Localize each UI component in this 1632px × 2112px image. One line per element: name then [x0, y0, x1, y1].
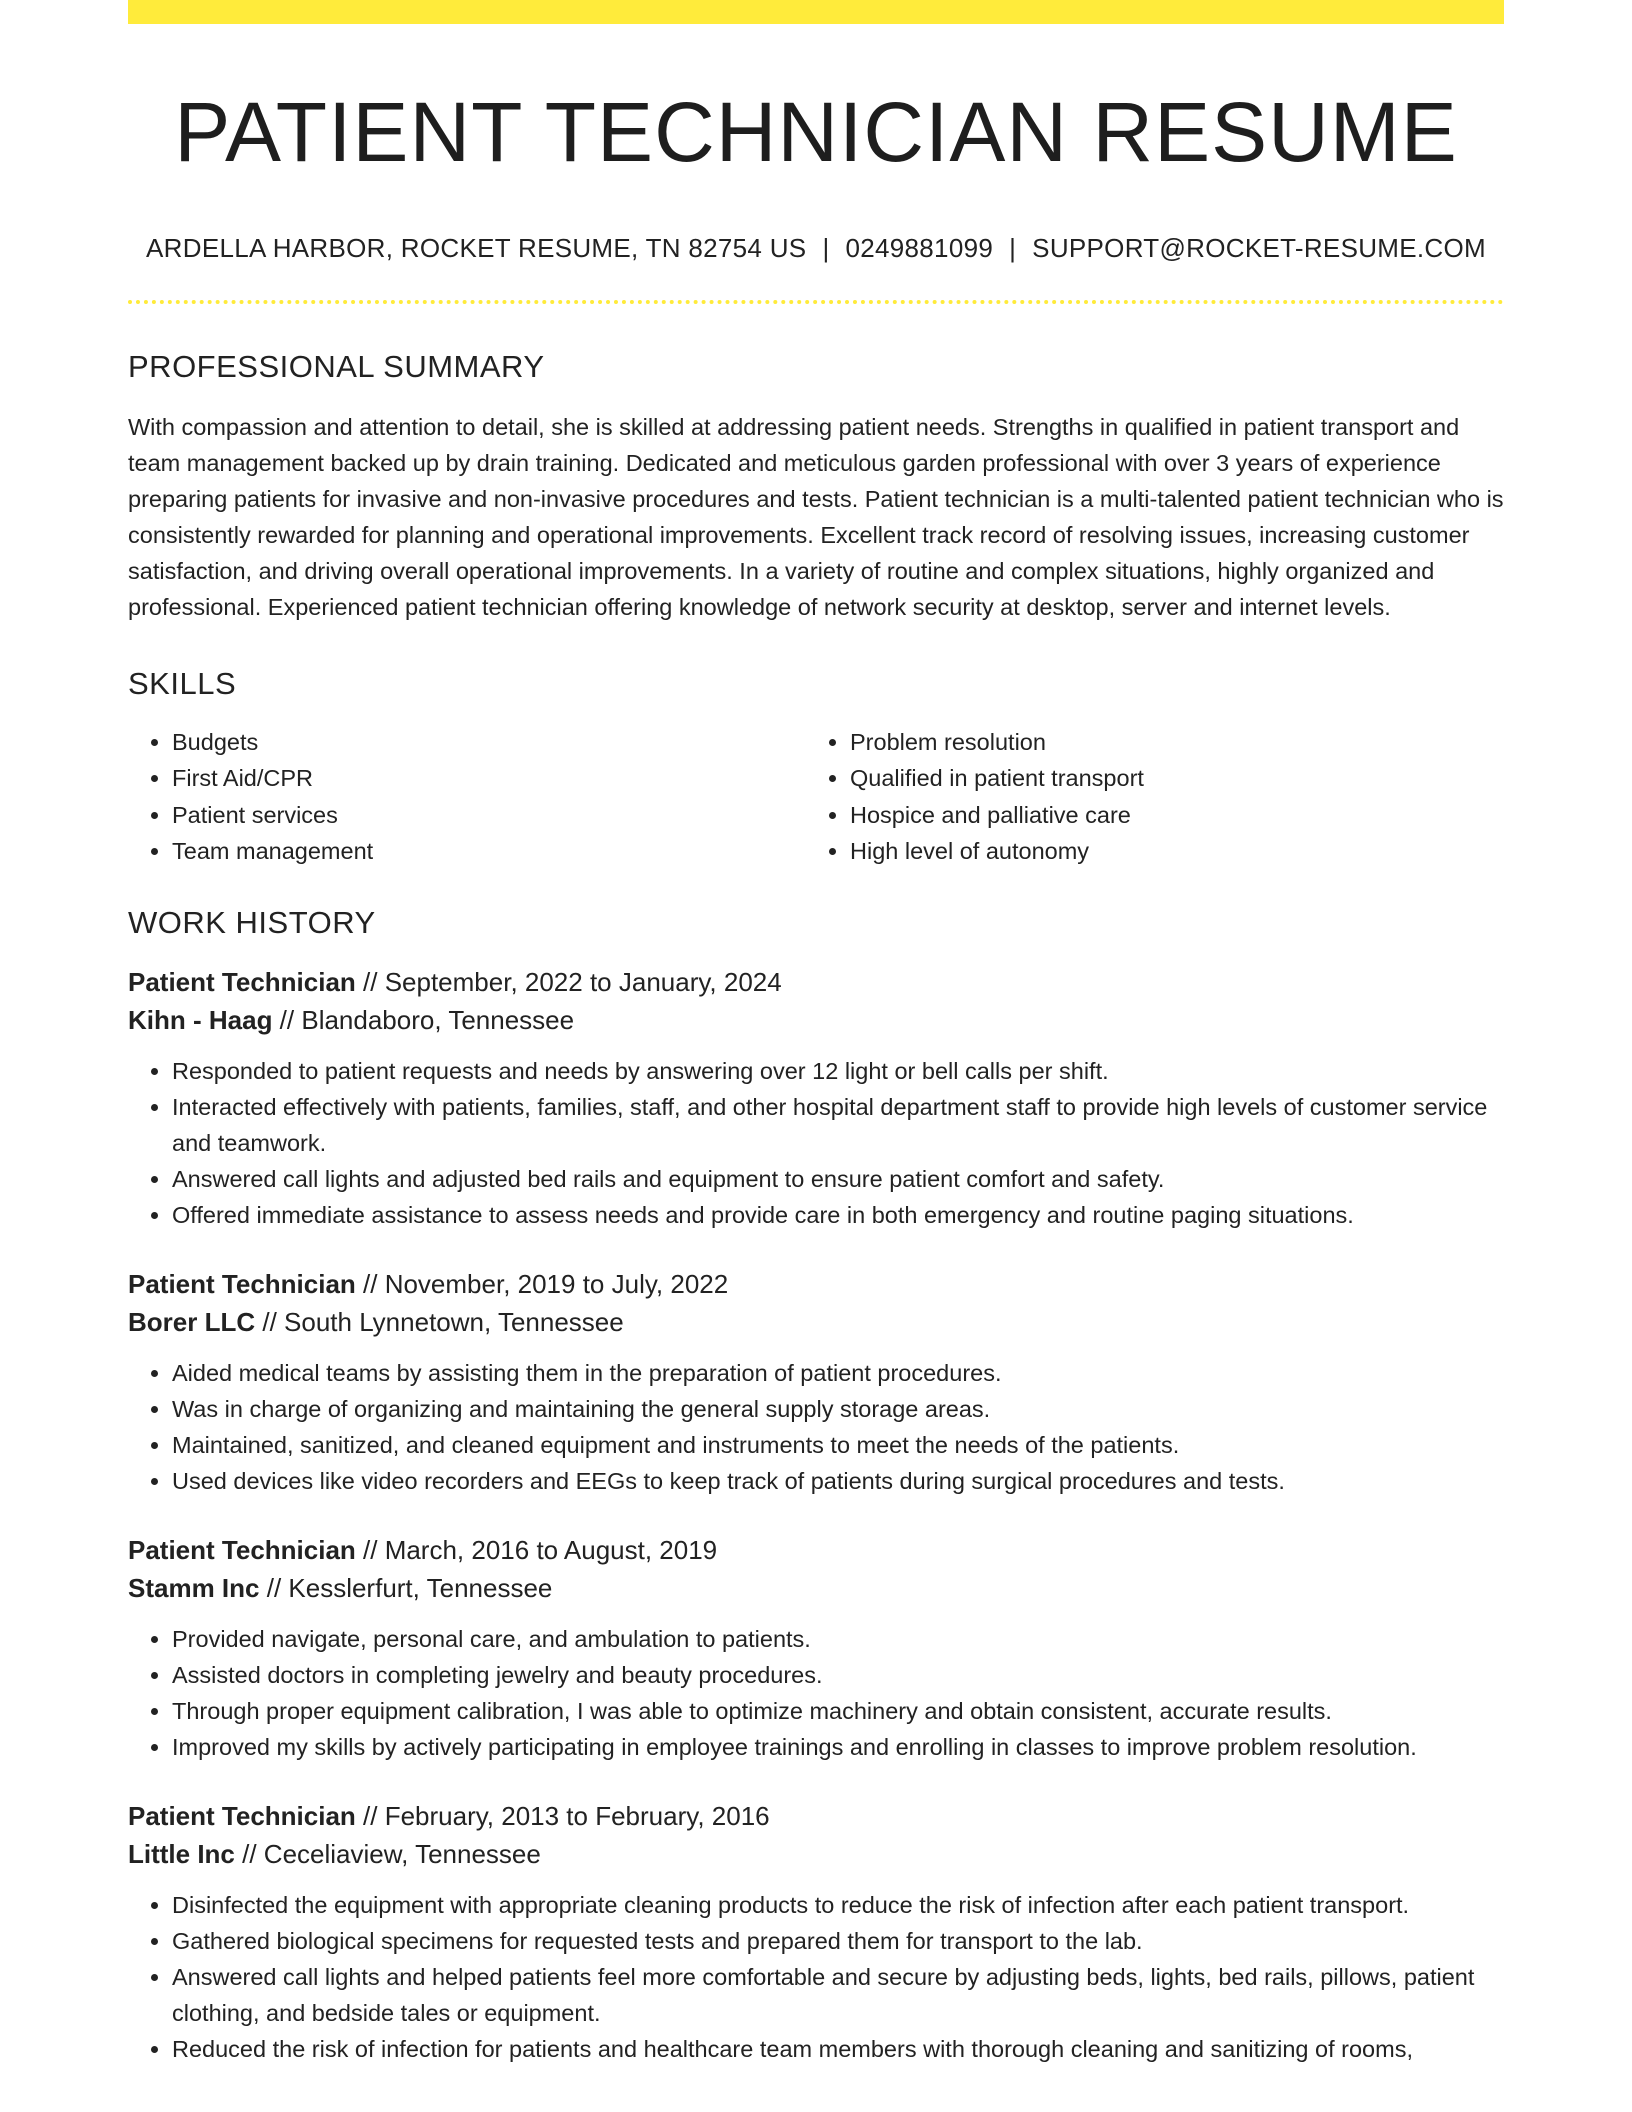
contact-line — [128, 233, 1504, 264]
top-accent-bar — [128, 0, 1504, 24]
job-entry — [128, 1265, 1504, 1499]
job-bullets — [128, 1887, 1504, 2067]
skills-column-left — [128, 724, 806, 870]
summary-heading: PROFESSIONAL SUMMARY — [128, 348, 545, 384]
job-bullet: • Used devices like video recorders and EEGs to keep track of patients during surgical procedures and tests. — [172, 1463, 1504, 1499]
job-bullets — [128, 1355, 1504, 1499]
job-entry — [128, 1531, 1504, 1765]
job-bullets — [128, 1621, 1504, 1765]
job-location: // Blandaboro, Tennessee — [272, 1005, 575, 1036]
job-bullet: • Responded to patient requests and needs by answering over 12 light or bell calls per shift. — [172, 1053, 1504, 1089]
contact-separator: | — [822, 232, 830, 263]
skill-item: • Hospice and palliative care — [850, 797, 1484, 834]
job-company: Borer LLC — [128, 1307, 256, 1338]
job-title-line — [128, 963, 1504, 1001]
dotted-divider — [128, 300, 1504, 304]
job-title: Patient Technician — [128, 1535, 356, 1566]
job-title: Patient Technician — [128, 1801, 356, 1832]
skill-item: • Team management — [172, 833, 806, 870]
skill-item: • High level of autonomy — [850, 833, 1484, 870]
job-location: // Kesslerfurt, Tennessee — [259, 1573, 553, 1604]
contact-address: ARDELLA HARBOR, ROCKET RESUME, TN 82754 US — [146, 232, 807, 263]
job-location: // Ceceliaview, Tennessee — [234, 1839, 541, 1870]
job-title-line — [128, 1265, 1504, 1303]
job-bullet: • Aided medical teams by assisting them in the preparation of patient procedures. — [172, 1355, 1504, 1391]
job-location: // South Lynnetown, Tennessee — [255, 1307, 624, 1338]
job-bullet: • Was in charge of organizing and maintaining the general supply storage areas. — [172, 1391, 1504, 1427]
work-history-heading: WORK HISTORY — [128, 904, 376, 940]
skills-column-right — [806, 724, 1484, 870]
job-bullet: • Assisted doctors in completing jewelry and beauty procedures. — [172, 1657, 1504, 1693]
summary-text: With compassion and attention to detail, she is skilled at addressing patient needs. Strengths in qualified in patient transport and team management backed up by drain training. Dedicated and meticulous garden professional with over 3 years of experience preparing patients for invasive and non-invasive procedures and tests. Patient technician is a multi-talented patient technician who is consistently rewarded for planning and operational improvements. Excellent track record of resolving issues, increasing customer satisfaction, and driving overall operational improvements. In a variety of routine and complex situations, highly organized and professional. Experienced patient technician offering knowledge of network security at desktop, server and internet levels. — [128, 413, 1504, 620]
job-entry — [128, 963, 1504, 1233]
job-dates: // November, 2019 to July, 2022 — [355, 1269, 729, 1300]
job-bullet: • Provided navigate, personal care, and ambulation to patients. — [172, 1621, 1504, 1657]
job-entry — [128, 1797, 1504, 2067]
job-bullet: • Answered call lights and helped patients feel more comfortable and secure by adjusting beds, lights, bed rails, pillows, patient clothing, and bedside tales or equipment. — [172, 1959, 1504, 2031]
job-title-line — [128, 1531, 1504, 1569]
job-dates: // March, 2016 to August, 2019 — [355, 1535, 718, 1566]
job-company: Kihn - Haag — [128, 1005, 273, 1036]
job-company: Little Inc — [128, 1839, 235, 1870]
job-bullet: • Gathered biological specimens for requested tests and prepared them for transport to the lab. — [172, 1923, 1504, 1959]
contact-phone: 0249881099 — [845, 232, 994, 263]
job-bullet: • Offered immediate assistance to assess needs and provide care in both emergency and routine paging situations. — [172, 1197, 1504, 1233]
job-title: Patient Technician — [128, 967, 356, 998]
skill-item: • Patient services — [172, 797, 806, 834]
job-company-line — [128, 1835, 1504, 1873]
job-bullet: • Through proper equipment calibration, I was able to optimize machinery and obtain consistent, accurate results. — [172, 1693, 1504, 1729]
job-bullet: • Improved my skills by actively participating in employee trainings and enrolling in classes to improve problem resolution. — [172, 1729, 1504, 1765]
job-dates: // September, 2022 to January, 2024 — [355, 967, 782, 998]
skill-item: • Qualified in patient transport — [850, 760, 1484, 797]
job-company-line — [128, 1001, 1504, 1039]
job-bullet: • Answered call lights and adjusted bed rails and equipment to ensure patient comfort and safety. — [172, 1161, 1504, 1197]
skill-item: • Problem resolution — [850, 724, 1484, 761]
contact-separator: | — [1009, 232, 1017, 263]
job-bullet: • Disinfected the equipment with appropriate cleaning products to reduce the risk of infection after each patient transport. — [172, 1887, 1504, 1923]
resume-page — [128, 0, 1504, 2067]
job-bullet: • Interacted effectively with patients, families, staff, and other hospital department staff to provide high levels of customer service and teamwork. — [172, 1089, 1504, 1161]
job-company: Stamm Inc — [128, 1573, 260, 1604]
page-title: PATIENT TECHNICIAN RESUME — [174, 85, 1458, 179]
work-history-list — [128, 963, 1504, 2067]
job-dates: // February, 2013 to February, 2016 — [355, 1801, 770, 1832]
job-bullet: • Reduced the risk of infection for patients and healthcare team members with thorough cleaning and sanitizing of rooms, — [172, 2031, 1504, 2067]
job-title: Patient Technician — [128, 1269, 356, 1300]
contact-email: SUPPORT@ROCKET-RESUME.COM — [1032, 232, 1486, 263]
skill-item: • Budgets — [172, 724, 806, 761]
job-company-line — [128, 1303, 1504, 1341]
job-company-line — [128, 1569, 1504, 1607]
job-bullets — [128, 1053, 1504, 1233]
job-title-line — [128, 1797, 1504, 1835]
job-bullet: • Maintained, sanitized, and cleaned equipment and instruments to meet the needs of the patients. — [172, 1427, 1504, 1463]
skills-heading: SKILLS — [128, 665, 237, 701]
skill-item: • First Aid/CPR — [172, 760, 806, 797]
skills-list — [128, 724, 1504, 870]
